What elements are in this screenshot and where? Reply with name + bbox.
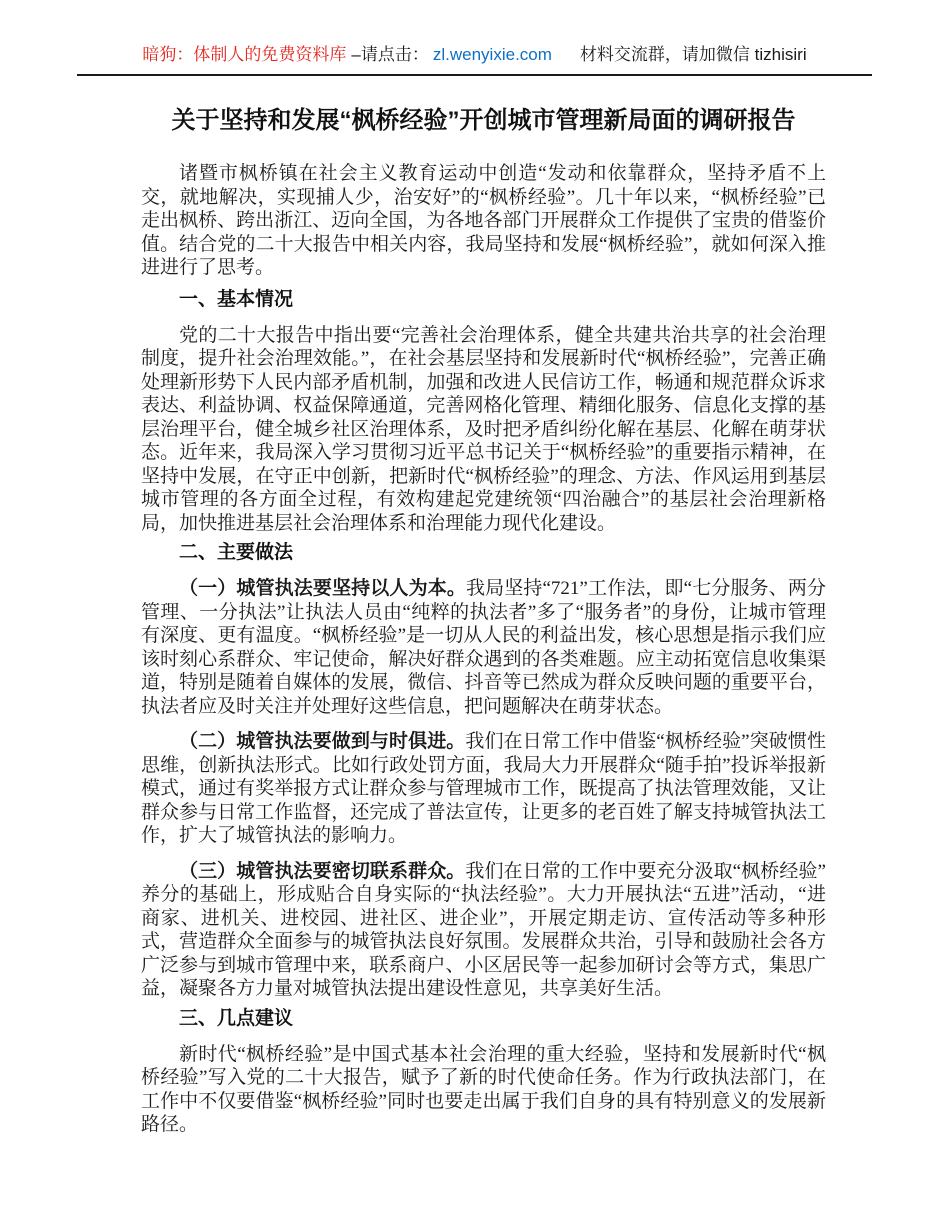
paragraph-basic-situation-text: 党的二十大报告中指出要“完善社会治理体系，健全共建共治共享的社会治理制度，提升社会治理效能。”，在社会基层坚持和发展新时代“枫桥经验”，完善正确处理新形势下人民内部矛盾机制，加强和改进人民信访工作，畅通和规范群众诉求表达、利益协调、权益保障通道，完善网格化管理、精细化服务、信息化支撑的基层治理平台，健全城乡社区治理体系，及时把矛盾纠纷化解在基层、化解在萌芽状态。近年来，我局深入学习贯彻习近平总书记关于“枫桥经验”的重要指示精神，在坚持中发展，在守正中创新，把新时代“枫桥经验”的理念、方法、作风运用到基层城市管理的各方面全过程，有效构建起党建统领“四治融合”的基层社会治理新格局，加快推进基层社会治理体系和治理能力现代化建设。 (141, 324, 826, 534)
paragraph-intro (141, 162, 826, 280)
promo-header (77, 42, 872, 76)
paragraph-practice-2 (141, 730, 826, 848)
paragraph-basic-situation (141, 324, 826, 536)
paragraph-practice-3-lead: （三）城管执法要密切联系群众。 (179, 860, 466, 882)
paragraph-practice-3-text: 我们在日常的工作中要充分汲取“枫桥经验”养分的基础上，形成贴合自身实际的“执法经验”。大力开展执法“五进”活动，“进商家、进机关、进校园、进社区、进企业”，开展定期走访、宣传活动等多种形式，营造群众全面参与的城管执法良好氛围。发展群众共治，引导和鼓励社会各方广泛参与到城市管理中来，联系商户、小区居民等一起参加研讨会等方式，集思广益，凝聚各方力量对城管执法提出建设性意见，共享美好生活。 (141, 860, 826, 999)
document-title: 关于坚持和发展“枫桥经验”开创城市管理新局面的调研报告 (171, 107, 796, 134)
section-heading-suggestions: 三、几点建议 (179, 1007, 294, 1029)
paragraph-conclusion (141, 1043, 826, 1137)
promo-click-hint: –请点击： (351, 45, 429, 64)
paragraph-conclusion-text: 新时代“枫桥经验”是中国式基本社会治理的重大经验，坚持和发展新时代“枫桥经验”写入党的二十大报告，赋予了新的时代使命任务。作为行政执法部门，在工作中不仅要借鉴“枫桥经验”同时也要走出属于我们自身的具有特别意义的发展新路径。 (141, 1043, 826, 1135)
paragraph-practice-3 (141, 860, 826, 1001)
promo-contact-text: 材料交流群，请加微信 tizhisiri (579, 45, 807, 64)
paragraph-practice-2-lead: （二）城管执法要做到与时俱进。 (179, 731, 466, 752)
promo-brand-text: 暗狗：体制人的免费资料库 (142, 45, 347, 64)
promo-link[interactable]: zl.wenyixie.com (432, 45, 552, 64)
paragraph-practice-1-text: 我局坚持“721”工作法，即“七分服务、两分管理、一分执法”让执法人员由“纯粹的执法者”多了“服务者”的身份，让城市管理有深度、更有温度。“枫桥经验”是一切从人民的利益出发，核心思想是指示我们应该时刻心系群众、牢记使命，解决好群众遇到的各类难题。应主动拓宽信息收集渠道，特别是随着自媒体的发展，微信、抖音等已然成为群众反映问题的重要平台，执法者应及时关注并处理好这些信息，把问题解决在萌芽状态。 (141, 578, 826, 717)
paragraph-intro-text: 诸暨市枫桥镇在社会主义教育运动中创造“发动和依靠群众，坚持矛盾不上交，就地解决，实现捕人少，治安好”的“枫桥经验”。几十年以来，“枫桥经验”已走出枫桥、跨出浙江、迈向全国，为各地各部门开展群众工作提供了宝贵的借鉴价值。结合党的二十大报告中相关内容，我局坚持和发展“枫桥经验”，就如何深入推进进行了思考。 (141, 163, 826, 278)
document-body (141, 104, 826, 1137)
section-heading-basic-situation: 一、基本情况 (179, 288, 294, 310)
paragraph-practice-1-lead: （一）城管执法要坚持以人为本。 (179, 578, 466, 599)
paragraph-practice-2-text: 我们在日常工作中借鉴“枫桥经验”突破惯性思维，创新执法形式。比如行政处罚方面，我局大力开展群众“随手拍”投诉举报新模式，通过有奖举报方式让群众参与管理城市工作，既提高了执法管理效能，又让群众参与日常工作监督，还完成了普法宣传，让更多的老百姓了解支持城管执法工作，扩大了城管执法的影响力。 (141, 731, 826, 846)
paragraph-practice-1 (141, 577, 826, 718)
section-heading-main-practices: 二、主要做法 (179, 542, 294, 563)
